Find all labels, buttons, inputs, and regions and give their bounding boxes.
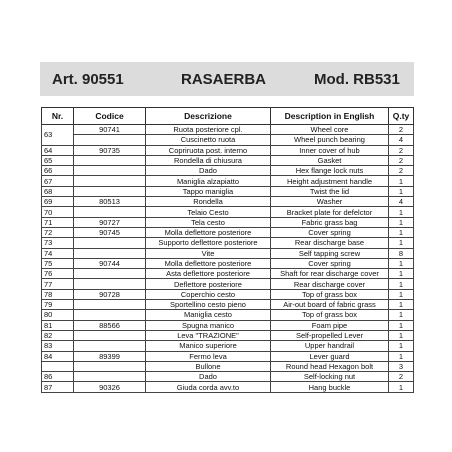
cell-nr: 80 — [42, 310, 74, 320]
cell-nr: 70 — [42, 207, 74, 217]
table-row — [42, 320, 414, 330]
cell-descrizione: Dado — [146, 372, 271, 382]
cell-codice — [74, 238, 146, 248]
table-row — [42, 372, 414, 382]
cell-english: Rear discharge base — [271, 238, 389, 248]
cell-english: Wheel punch bearing — [271, 135, 389, 145]
cell-english: Bracket plate for defelctor — [271, 207, 389, 217]
cell-descrizione: Deflettore posteriore — [146, 279, 271, 289]
cell-english: Hang buckle — [271, 382, 389, 392]
cell-codice — [74, 372, 146, 382]
cell-qty: 1 — [389, 289, 414, 299]
cell-english: Height adjustment handle — [271, 176, 389, 186]
cell-codice — [74, 300, 146, 310]
cell-nr: 86 — [42, 372, 74, 382]
cell-qty: 1 — [389, 186, 414, 196]
cell-descrizione: Rondella — [146, 197, 271, 207]
cell-descrizione: Supporto deflettore posteriore — [146, 238, 271, 248]
cell-codice: 90745 — [74, 227, 146, 237]
cell-qty: 2 — [389, 372, 414, 382]
cell-codice — [74, 269, 146, 279]
table-row — [42, 227, 414, 237]
table-row — [42, 207, 414, 217]
cell-codice — [74, 248, 146, 258]
cell-codice — [74, 361, 146, 371]
cell-qty: 1 — [389, 320, 414, 330]
cell-nr: 81 — [42, 320, 74, 330]
cell-nr: 75 — [42, 258, 74, 268]
cell-codice: 80513 — [74, 197, 146, 207]
table-row — [42, 361, 414, 371]
cell-nr: 67 — [42, 176, 74, 186]
column-header-descrizione: Descrizione — [146, 108, 271, 125]
cell-descrizione: Bullone — [146, 361, 271, 371]
column-header-nr: Nr. — [42, 108, 74, 125]
article-number: Art. 90551 — [52, 70, 124, 88]
cell-english: Fabric grass bag — [271, 217, 389, 227]
cell-english: Self-locking nut — [271, 372, 389, 382]
cell-english: Top of grass box — [271, 310, 389, 320]
cell-nr: 87 — [42, 382, 74, 392]
table-row — [42, 310, 414, 320]
cell-nr: 74 — [42, 248, 74, 258]
cell-nr: 78 — [42, 289, 74, 299]
cell-nr: 83 — [42, 341, 74, 351]
cell-codice — [74, 135, 146, 145]
cell-nr: 72 — [42, 227, 74, 237]
cell-english: Round head Hexagon bolt — [271, 361, 389, 371]
table-row — [42, 382, 414, 392]
table-row — [42, 197, 414, 207]
cell-english: Inner cover of hub — [271, 145, 389, 155]
cell-nr: 64 — [42, 145, 74, 155]
page-crop-edge — [41, 441, 413, 452]
cell-nr: 71 — [42, 217, 74, 227]
cell-qty: 1 — [389, 238, 414, 248]
cell-descrizione: Leva "TRAZIONE" — [146, 330, 271, 340]
cell-english: Shaft for rear discharge cover — [271, 269, 389, 279]
cell-codice: 90741 — [74, 125, 146, 135]
cell-descrizione: Vite — [146, 248, 271, 258]
cell-qty: 2 — [389, 145, 414, 155]
table-row — [42, 238, 414, 248]
product-name: RASAERBA — [181, 70, 267, 88]
cell-descrizione: Maniglia cesto — [146, 310, 271, 320]
cell-nr: 76 — [42, 269, 74, 279]
cell-descrizione: Sportellino cesto pieno — [146, 300, 271, 310]
cell-qty: 2 — [389, 125, 414, 135]
cell-codice: 90326 — [74, 382, 146, 392]
cell-descrizione: Molla deflettore posteriore — [146, 227, 271, 237]
cell-codice — [74, 186, 146, 196]
cell-qty: 2 — [389, 155, 414, 165]
cell-english: Top of grass box — [271, 289, 389, 299]
table-row — [42, 125, 414, 135]
cell-qty: 1 — [389, 341, 414, 351]
column-header-codice: Codice — [74, 108, 146, 125]
cell-qty: 1 — [389, 176, 414, 186]
table-row — [42, 330, 414, 340]
cell-codice — [74, 155, 146, 165]
cell-qty: 8 — [389, 248, 414, 258]
cell-english: Air-out board of fabric grass — [271, 300, 389, 310]
cell-english: Self-propelled Lever — [271, 330, 389, 340]
cell-codice: 90735 — [74, 145, 146, 155]
cell-qty: 1 — [389, 269, 414, 279]
cell-codice — [74, 310, 146, 320]
cell-codice: 90727 — [74, 217, 146, 227]
cell-descrizione: Ruota posteriore cpl. — [146, 125, 271, 135]
cell-english: Hex flange lock nuts — [271, 166, 389, 176]
cell-nr: 63 — [42, 125, 74, 146]
cell-descrizione: Tela cesto — [146, 217, 271, 227]
cell-descrizione: Fermo leva — [146, 351, 271, 361]
table-row — [42, 248, 414, 258]
cell-english: Lever guard — [271, 351, 389, 361]
table-header-row — [42, 108, 414, 125]
cell-descrizione: Manico superiore — [146, 341, 271, 351]
cell-qty: 1 — [389, 382, 414, 392]
cell-qty: 1 — [389, 227, 414, 237]
cell-descrizione: Copriruota post. interno — [146, 145, 271, 155]
table-row — [42, 166, 414, 176]
table-row — [42, 269, 414, 279]
cell-nr: 69 — [42, 197, 74, 207]
document-header — [40, 62, 414, 96]
table-row — [42, 135, 414, 145]
cell-qty: 1 — [389, 207, 414, 217]
cell-codice: 90728 — [74, 289, 146, 299]
cell-nr: 79 — [42, 300, 74, 310]
cell-english: Twist the lid — [271, 186, 389, 196]
cell-nr: 77 — [42, 279, 74, 289]
cell-qty: 1 — [389, 217, 414, 227]
cell-qty: 2 — [389, 166, 414, 176]
cell-codice — [74, 341, 146, 351]
cell-qty: 1 — [389, 330, 414, 340]
cell-nr: 82 — [42, 330, 74, 340]
cell-descrizione: Rondella di chiusura — [146, 155, 271, 165]
table-row — [42, 258, 414, 268]
cell-descrizione: Coperchio cesto — [146, 289, 271, 299]
table-row — [42, 145, 414, 155]
cell-qty: 1 — [389, 279, 414, 289]
column-header-english: Description in English — [271, 108, 389, 125]
cell-descrizione: Dado — [146, 166, 271, 176]
cell-english: Upper handrail — [271, 341, 389, 351]
cell-nr: 65 — [42, 155, 74, 165]
cell-codice — [74, 330, 146, 340]
cell-descrizione: Cuscinetto ruota — [146, 135, 271, 145]
cell-qty: 3 — [389, 361, 414, 371]
cell-codice — [74, 279, 146, 289]
cell-qty: 4 — [389, 197, 414, 207]
table-row — [42, 155, 414, 165]
cell-qty: 1 — [389, 300, 414, 310]
cell-nr: 73 — [42, 238, 74, 248]
cell-descrizione: Tappo maniglia — [146, 186, 271, 196]
cell-descrizione: Spugna manico — [146, 320, 271, 330]
cell-english: Cover spring — [271, 258, 389, 268]
table-row — [42, 289, 414, 299]
cell-english: Foam pipe — [271, 320, 389, 330]
cell-descrizione: Molla deflettore posteriore — [146, 258, 271, 268]
cell-english: Wheel core — [271, 125, 389, 135]
table-row — [42, 341, 414, 351]
cell-qty: 1 — [389, 310, 414, 320]
cell-english: Self tapping screw — [271, 248, 389, 258]
table-row — [42, 176, 414, 186]
cell-nr: 84 — [42, 351, 74, 361]
cell-codice: 90744 — [74, 258, 146, 268]
cell-codice: 88566 — [74, 320, 146, 330]
cell-descrizione: Asta deflettore posteriore — [146, 269, 271, 279]
cell-codice — [74, 176, 146, 186]
cell-descrizione: Telaio Cesto — [146, 207, 271, 217]
table-row — [42, 300, 414, 310]
cell-codice: 89399 — [74, 351, 146, 361]
table-row — [42, 217, 414, 227]
cell-qty: 1 — [389, 258, 414, 268]
cell-english: Cover spring — [271, 227, 389, 237]
cell-nr — [42, 361, 74, 371]
cell-nr: 66 — [42, 166, 74, 176]
cell-qty: 4 — [389, 135, 414, 145]
table-row — [42, 351, 414, 361]
cell-codice — [74, 166, 146, 176]
model-number: Mod. RB531 — [314, 70, 400, 88]
cell-english: Rear discharge cover — [271, 279, 389, 289]
column-header-qty: Q.ty — [389, 108, 414, 125]
cell-english: Gasket — [271, 155, 389, 165]
table-row — [42, 186, 414, 196]
cell-codice — [74, 207, 146, 217]
cell-descrizione: Maniglia alzapiatto — [146, 176, 271, 186]
cell-descrizione: Giuda corda avv.to — [146, 382, 271, 392]
table-row — [42, 279, 414, 289]
cell-qty: 1 — [389, 351, 414, 361]
parts-table — [41, 107, 414, 393]
cell-nr: 68 — [42, 186, 74, 196]
cell-english: Washer — [271, 197, 389, 207]
